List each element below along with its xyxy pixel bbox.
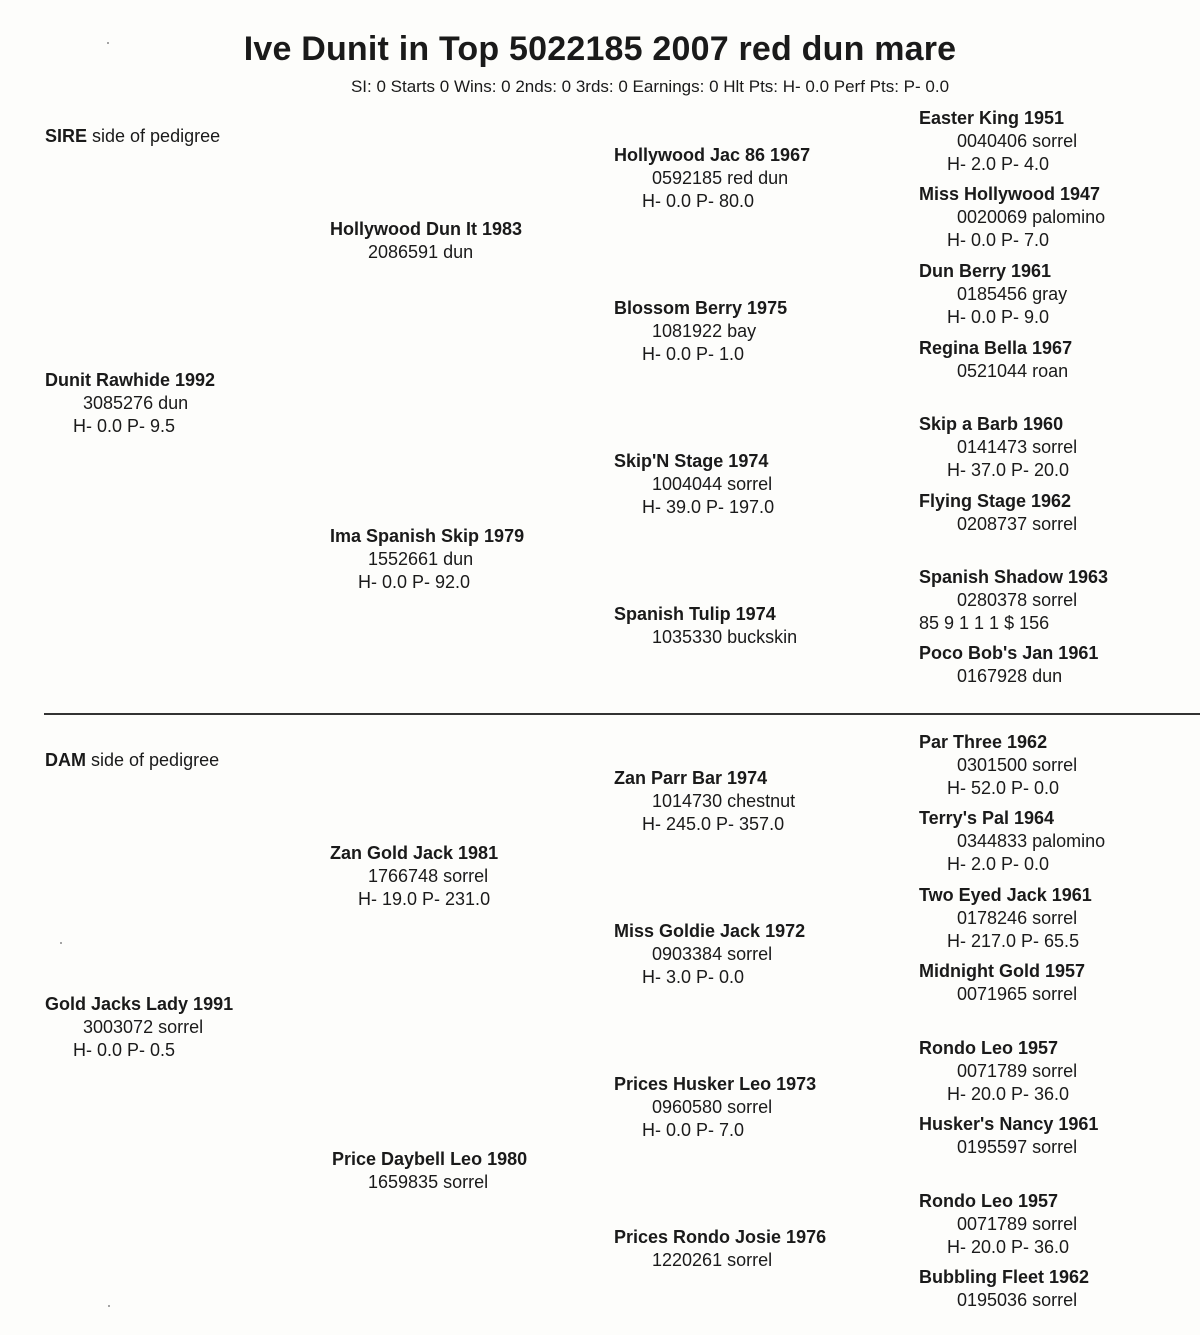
- registration-color: 1220261 sorrel: [652, 1250, 773, 1270]
- points: H- 0.0 P- 1.0: [642, 344, 745, 364]
- horse-name: Price Daybell Leo 1980: [332, 1149, 528, 1169]
- sire-gen4-entry: [919, 260, 1067, 329]
- registration-color: 0195597 sorrel: [957, 1137, 1078, 1157]
- points: H- 2.0 P- 4.0: [947, 154, 1050, 174]
- dam-gen2-entry: [332, 1148, 527, 1194]
- dam-gen3-entry: [614, 767, 795, 836]
- race-record: 85 9 1 1 1 $ 156: [919, 613, 1050, 633]
- registration-color: 0071789 sorrel: [957, 1061, 1078, 1081]
- dam-gen3-entry: [614, 1073, 816, 1142]
- points: H- 19.0 P- 231.0: [358, 889, 491, 909]
- registration-color: 0040406 sorrel: [957, 131, 1078, 151]
- dam-gen4-entry: [919, 1266, 1089, 1312]
- points: H- 2.0 P- 0.0: [947, 854, 1050, 874]
- horse-name: Terry's Pal 1964: [919, 808, 1055, 828]
- registration-color: 3085276 dun: [83, 393, 189, 413]
- dam-gen4-entry: [919, 1037, 1077, 1106]
- registration-color: 1659835 sorrel: [368, 1172, 489, 1192]
- sire-side-label-rest: side of pedigree: [87, 126, 221, 146]
- sire-gen4-entry: [919, 642, 1098, 688]
- registration-color: 0521044 roan: [957, 361, 1069, 381]
- sire-side-label-bold: SIRE: [45, 126, 88, 146]
- registration-color: 3003072 sorrel: [83, 1017, 204, 1037]
- dam-gen3-entry: [614, 920, 805, 989]
- points: H- 0.0 P- 7.0: [947, 230, 1050, 250]
- points: H- 217.0 P- 65.5: [947, 931, 1080, 951]
- horse-name: Dunit Rawhide 1992: [45, 370, 216, 390]
- horse-name: Skip'N Stage 1974: [614, 451, 769, 471]
- points: H- 0.0 P- 9.0: [947, 307, 1050, 327]
- registration-color: 0280378 sorrel: [957, 590, 1078, 610]
- registration-color: 2086591 dun: [368, 242, 474, 262]
- horse-name: Bubbling Fleet 1962: [919, 1267, 1090, 1287]
- points: H- 0.0 P- 0.5: [73, 1040, 176, 1060]
- horse-name: Regina Bella 1967: [919, 338, 1073, 358]
- registration-color: 1014730 chestnut: [652, 791, 796, 811]
- points: H- 0.0 P- 92.0: [358, 572, 471, 592]
- points: H- 0.0 P- 9.5: [73, 416, 176, 436]
- performance-summary: SI: 0 Starts 0 Wins: 0 2nds: 0 3rds: 0 Earnings: 0 Hlt Pts: H- 0.0 Perf Pts: P- 0.0: [350, 77, 950, 96]
- points: H- 20.0 P- 36.0: [947, 1084, 1070, 1104]
- horse-name: Skip a Barb 1960: [919, 414, 1064, 434]
- dam-gen4-entry: [919, 731, 1077, 800]
- dam-gen4-entry: [919, 884, 1092, 953]
- horse-name: Midnight Gold 1957: [919, 961, 1086, 981]
- registration-color: 0195036 sorrel: [957, 1290, 1078, 1310]
- sire-gen3-entry: [614, 603, 797, 649]
- sire-gen4-entry: [919, 107, 1077, 176]
- sire-gen4-entry: [919, 183, 1105, 252]
- dam-gen4-entry: [919, 960, 1085, 1006]
- horse-name: Two Eyed Jack 1961: [919, 885, 1092, 905]
- sire-side-label: [45, 126, 220, 147]
- points: H- 0.0 P- 80.0: [642, 191, 755, 211]
- sire-gen4-entry: [919, 566, 1108, 635]
- registration-color: 0020069 palomino: [957, 207, 1106, 227]
- horse-name: Rondo Leo 1957: [919, 1038, 1059, 1058]
- horse-name: Miss Hollywood 1947: [919, 184, 1101, 204]
- dam-side-label-bold: DAM: [45, 750, 86, 770]
- scan-speck: [60, 942, 62, 944]
- horse-name: Blossom Berry 1975: [614, 298, 788, 318]
- registration-color: 0178246 sorrel: [957, 908, 1078, 928]
- points: H- 3.0 P- 0.0: [642, 967, 745, 987]
- registration-color: 0185456 gray: [957, 284, 1068, 304]
- horse-name: Easter King 1951: [919, 108, 1065, 128]
- sire-gen4-entry: [919, 490, 1077, 536]
- registration-color: 1035330 buckskin: [652, 627, 798, 647]
- registration-color: 0592185 red dun: [652, 168, 789, 188]
- scan-speck: [108, 1305, 110, 1307]
- horse-name: Miss Goldie Jack 1972: [614, 921, 806, 941]
- points: H- 245.0 P- 357.0: [642, 814, 785, 834]
- registration-color: 0167928 dun: [957, 666, 1063, 686]
- sire-gen3-entry: [614, 297, 787, 366]
- horse-name: Gold Jacks Lady 1991: [45, 994, 234, 1014]
- registration-color: 1766748 sorrel: [368, 866, 489, 886]
- sire-gen2-entry: [330, 218, 522, 264]
- dam-side-label-rest: side of pedigree: [86, 750, 220, 770]
- sire-gen3-entry: [614, 144, 810, 213]
- dam-side-label: [45, 750, 219, 771]
- horse-name: Ima Spanish Skip 1979: [330, 526, 525, 546]
- scan-speck: [107, 42, 109, 44]
- horse-name: Husker's Nancy 1961: [919, 1114, 1099, 1134]
- registration-color: 0344833 palomino: [957, 831, 1106, 851]
- registration-color: 0071965 sorrel: [957, 984, 1078, 1004]
- section-divider: [44, 713, 1200, 715]
- horse-name: Dun Berry 1961: [919, 261, 1052, 281]
- dam-gen3-entry: [614, 1226, 826, 1272]
- dam-entry: [45, 993, 233, 1062]
- horse-name: Prices Husker Leo 1973: [614, 1074, 817, 1094]
- points: H- 39.0 P- 197.0: [642, 497, 775, 517]
- horse-name: Spanish Tulip 1974: [614, 604, 776, 624]
- dam-gen4-entry: [919, 1190, 1077, 1259]
- registration-color: 1004044 sorrel: [652, 474, 773, 494]
- dam-gen4-entry: [919, 1113, 1098, 1159]
- registration-color: 0301500 sorrel: [957, 755, 1078, 775]
- horse-name: Zan Gold Jack 1981: [330, 843, 499, 863]
- sire-gen4-entry: [919, 337, 1072, 383]
- points: H- 20.0 P- 36.0: [947, 1237, 1070, 1257]
- horse-name: Flying Stage 1962: [919, 491, 1072, 511]
- points: H- 37.0 P- 20.0: [947, 460, 1070, 480]
- horse-name: Hollywood Jac 86 1967: [614, 145, 811, 165]
- horse-name: Prices Rondo Josie 1976: [614, 1227, 827, 1247]
- points: H- 0.0 P- 7.0: [642, 1120, 745, 1140]
- registration-color: 1081922 bay: [652, 321, 757, 341]
- registration-color: 0903384 sorrel: [652, 944, 773, 964]
- horse-name: Zan Parr Bar 1974: [614, 768, 768, 788]
- points: H- 52.0 P- 0.0: [947, 778, 1060, 798]
- horse-name: Spanish Shadow 1963: [919, 567, 1109, 587]
- registration-color: 0208737 sorrel: [957, 514, 1078, 534]
- horse-name: Par Three 1962: [919, 732, 1048, 752]
- dam-gen4-entry: [919, 807, 1105, 876]
- sire-entry: [45, 369, 215, 438]
- dam-gen2-entry: [330, 842, 498, 911]
- registration-color: 0141473 sorrel: [957, 437, 1078, 457]
- horse-name: Hollywood Dun It 1983: [330, 219, 523, 239]
- sire-gen3-entry: [614, 450, 774, 519]
- registration-color: 0071789 sorrel: [957, 1214, 1078, 1234]
- registration-color: 0960580 sorrel: [652, 1097, 773, 1117]
- horse-name: Rondo Leo 1957: [919, 1191, 1059, 1211]
- page-title: Ive Dunit in Top 5022185 2007 red dun mare: [243, 30, 957, 68]
- sire-gen2-entry: [330, 525, 524, 594]
- registration-color: 1552661 dun: [368, 549, 474, 569]
- sire-gen4-entry: [919, 413, 1077, 482]
- horse-name: Poco Bob's Jan 1961: [919, 643, 1099, 663]
